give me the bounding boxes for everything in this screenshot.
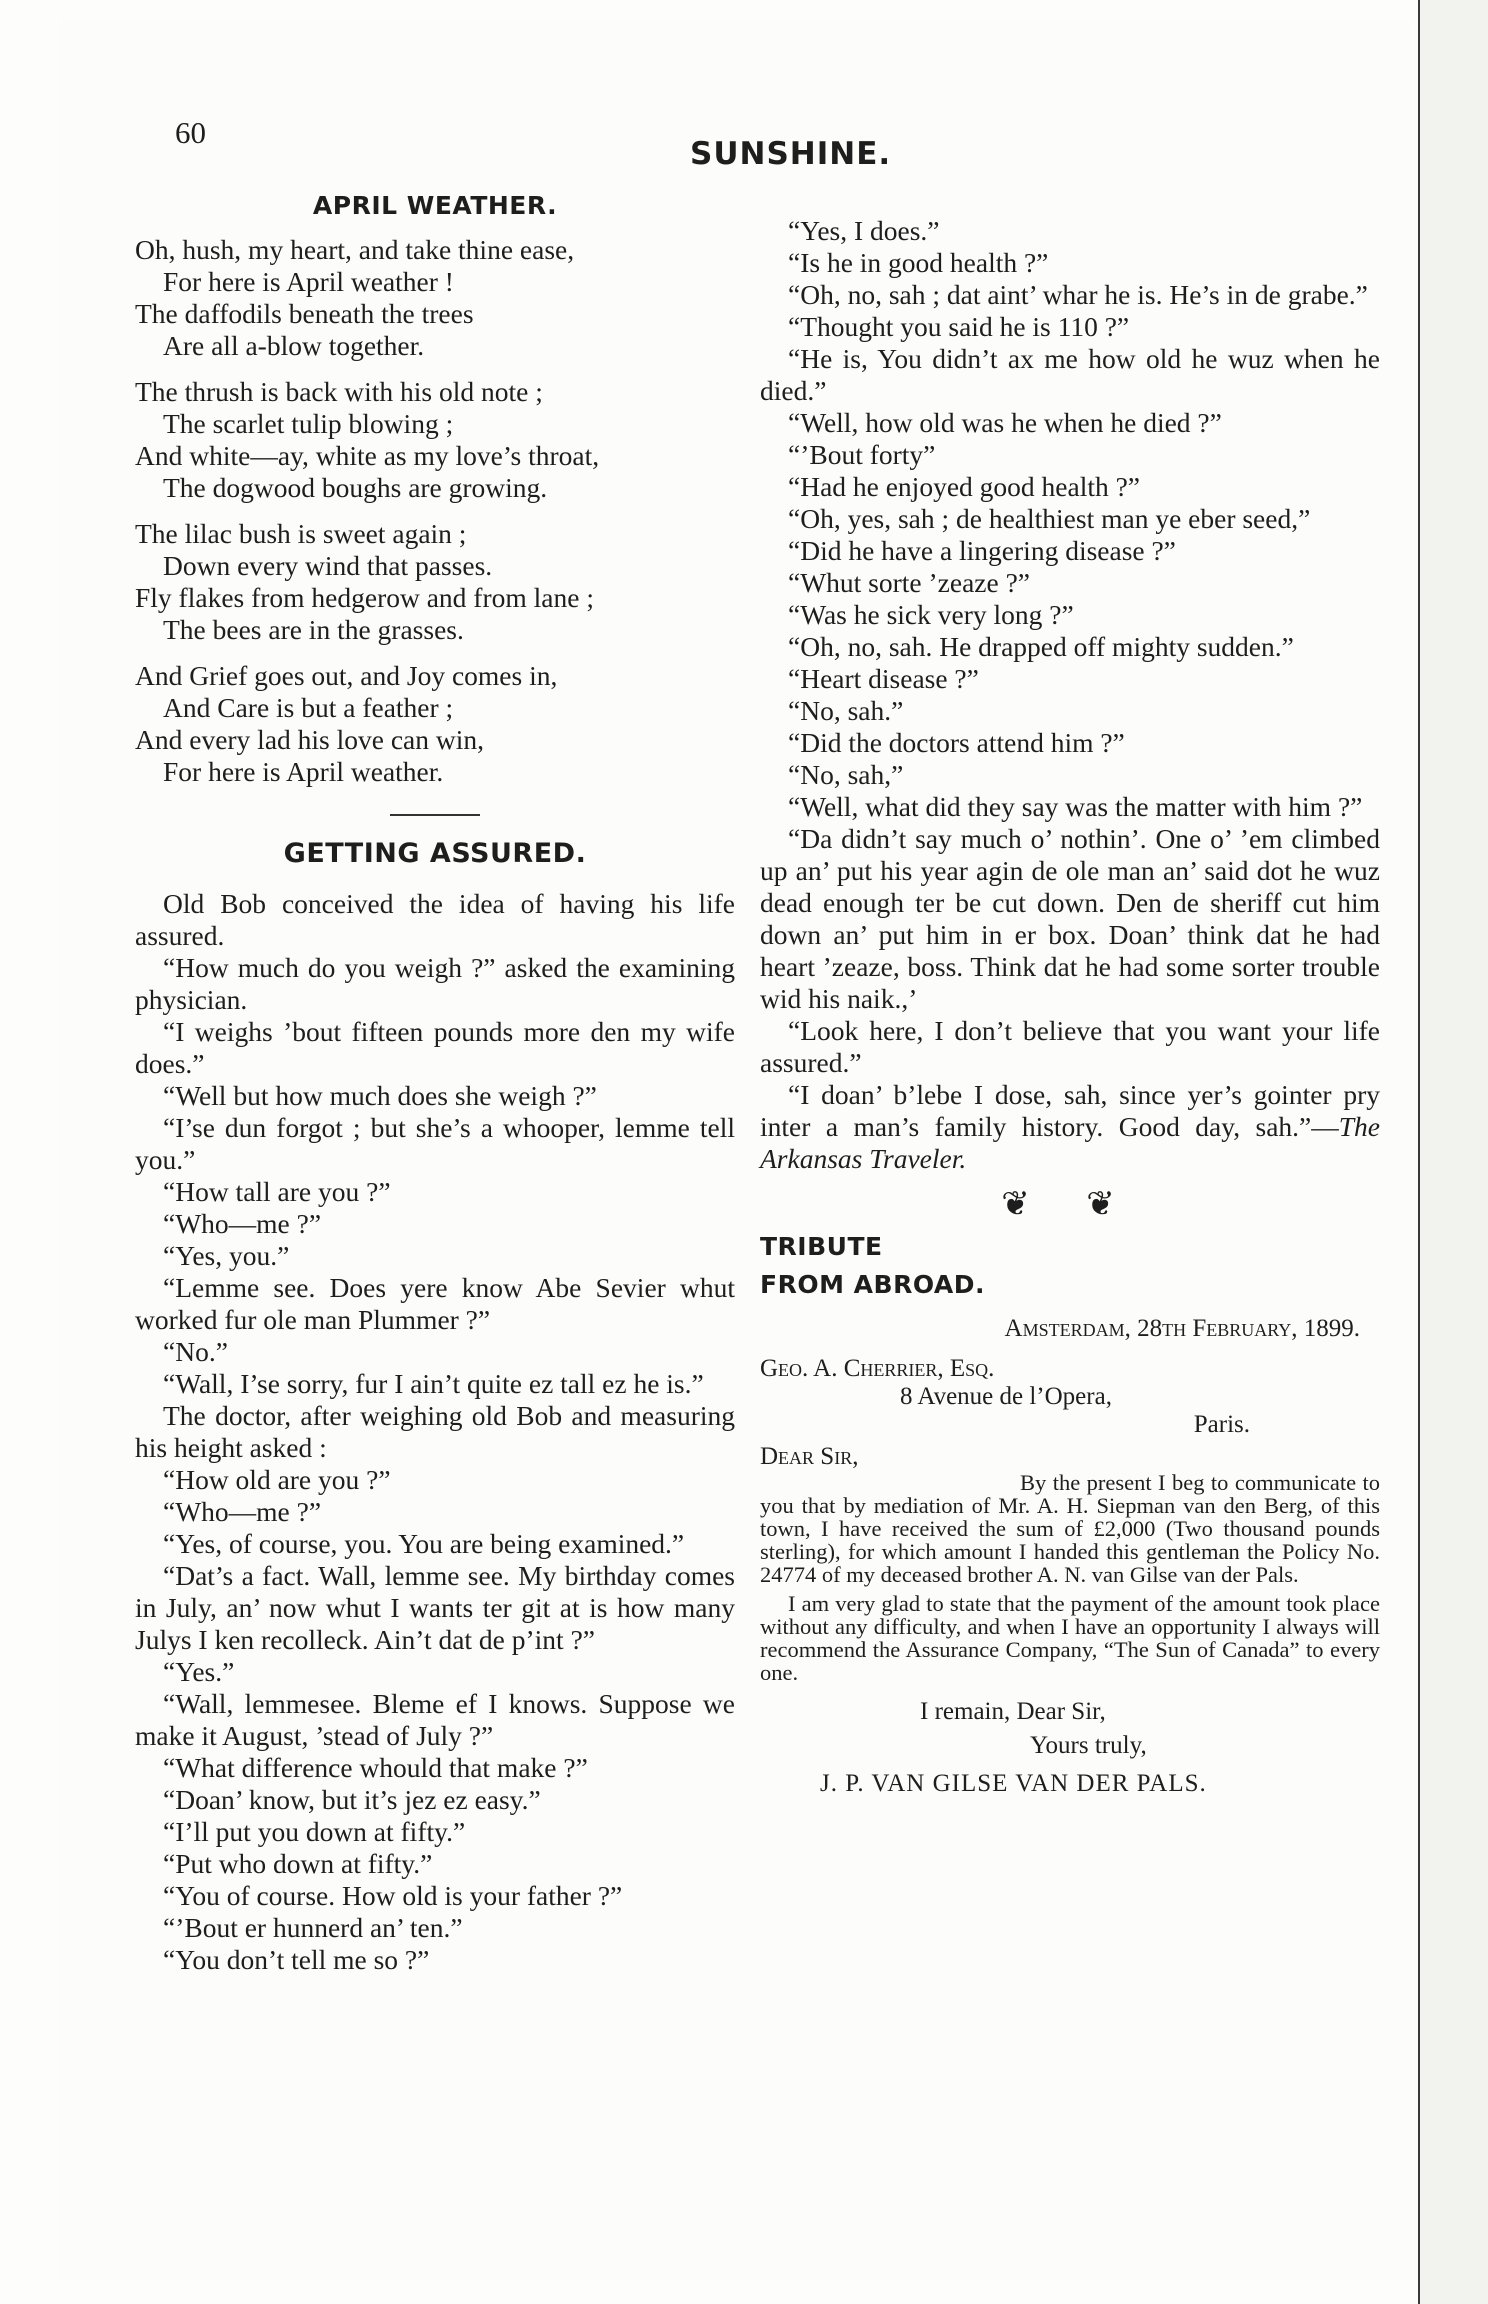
section-divider xyxy=(390,814,480,816)
facing-page-edge xyxy=(1418,0,1488,2304)
story-paragraph: “He is, You didn’t ax me how old he wuz when he died.” xyxy=(760,343,1380,406)
story-paragraph: “No, sah.” xyxy=(788,695,904,726)
story-paragraph: “How old are you ?” xyxy=(163,1464,391,1495)
story-paragraph: Old Bob conceived the idea of having his life assured. xyxy=(135,888,735,951)
story-paragraph: “How tall are you ?” xyxy=(163,1176,391,1207)
story-paragraph: “Well, what did they say was the matter with him ?” xyxy=(788,791,1363,822)
poem-stanza xyxy=(135,376,735,504)
story-paragraph: “You don’t tell me so ?” xyxy=(163,1944,430,1975)
story-paragraph: “’Bout forty” xyxy=(788,439,936,470)
story-paragraph: “Look here, I don’t believe that you want your life assured.” xyxy=(760,1015,1380,1078)
story-paragraph: “’Bout er hunnerd an’ ten.” xyxy=(163,1912,463,1943)
story-paragraph: “Had he enjoyed good health ?” xyxy=(788,471,1141,502)
poem-line: The thrush is back with his old note ; xyxy=(135,376,543,407)
poem xyxy=(135,234,735,788)
poem-line: For here is April weather ! xyxy=(163,266,454,297)
poem-line: The scarlet tulip blowing ; xyxy=(163,408,454,439)
story-paragraph: “You of course. How old is your father ?” xyxy=(163,1880,623,1911)
poem-stanza xyxy=(135,234,735,362)
story-paragraph: “Yes, I does.” xyxy=(788,215,940,246)
letter-closing-yours: Yours truly, xyxy=(1030,1732,1147,1759)
story-paragraph: “Well, how old was he when he died ?” xyxy=(788,407,1222,438)
tribute-title-line1: TRIBUTE xyxy=(760,1232,883,1261)
story-title: GETTING ASSURED. xyxy=(283,838,587,869)
poem-line: Fly flakes from hedgerow and from lane ; xyxy=(135,582,594,613)
story-paragraph: “Was he sick very long ?” xyxy=(788,599,1074,630)
poem-title: APRIL WEATHER. xyxy=(312,191,558,220)
left-column xyxy=(135,190,735,1976)
poem-line: Down every wind that passes. xyxy=(163,550,493,581)
poem-line: The bees are in the grasses. xyxy=(163,614,464,645)
letter-dateline: Amsterdam, 28th February, 1899. xyxy=(1004,1315,1360,1342)
letter-signature: J. P. VAN GILSE VAN DER PALS. xyxy=(820,1770,1207,1797)
poem-line: The daffodils beneath the trees xyxy=(135,298,474,329)
letter-addressee: Geo. A. Cherrier, Esq. xyxy=(760,1355,995,1382)
story-paragraph: “Yes, of course, you. You are being examined.” xyxy=(163,1528,685,1559)
story-paragraph: “I’se dun forgot ; but she’s a whooper, lemme tell you.” xyxy=(135,1112,735,1175)
poem-stanza xyxy=(135,660,735,788)
letter-paragraph-2: I am very glad to state that the payment of the amount took place without any difficulty, and when I have an opportunity I always will recommend the Assurance Company, “The Sun of Canada” to every one. xyxy=(760,1591,1380,1685)
story-paragraph: “Well but how much does she weigh ?” xyxy=(163,1080,597,1111)
story-paragraph: “What difference whould that make ?” xyxy=(163,1752,588,1783)
story-paragraph: “Da didn’t say much o’ nothin’. One o’ ’em climbed up an’ put his year agin de ole man an’ said dot he wuz dead enough ter be cut down. Den de sheriff cut him down an’ put him in er box. Doan’ think dat he had heart ’zeaze, boss. Think dat he had some sorter trouble wid his naik.,’ xyxy=(760,823,1380,1014)
letter-body xyxy=(760,1471,1380,1684)
story-paragraph: “Oh, no, sah ; dat aint’ whar he is. He’s in de grabe.” xyxy=(788,279,1368,310)
story-paragraph: “Who—me ?” xyxy=(163,1208,322,1239)
letter-closing: I remain, Dear Sir, xyxy=(920,1698,1106,1725)
poem-line: Are all a-blow together. xyxy=(163,330,425,361)
story-paragraph: “Doan’ know, but it’s jez ez easy.” xyxy=(163,1784,541,1815)
story-paragraph: “How much do you weigh ?” asked the examining physician. xyxy=(135,952,735,1015)
fleuron-ornament: ❦ ❦ xyxy=(1001,1186,1139,1223)
letter-salutation: Dear Sir, xyxy=(760,1443,859,1470)
story-paragraph: “Did the doctors attend him ?” xyxy=(788,727,1125,758)
poem-line: And Grief goes out, and Joy comes in, xyxy=(135,660,558,691)
poem-line: And every lad his love can win, xyxy=(135,724,485,755)
story-paragraph: “Oh, no, sah. He drapped off mighty sudden.” xyxy=(788,631,1294,662)
story-paragraph: “No, sah,” xyxy=(788,759,904,790)
story-paragraph: “Oh, yes, sah ; de healthiest man ye eber seed,” xyxy=(788,503,1311,534)
poem-line: Oh, hush, my heart, and take thine ease, xyxy=(135,234,575,265)
running-title: SUNSHINE. xyxy=(690,136,892,172)
story-paragraph: “Lemme see. Does yere know Abe Sevier whut worked fur ole man Plummer ?” xyxy=(135,1272,735,1335)
story-paragraph: “Put who down at fifty.” xyxy=(163,1848,433,1879)
poem-line: And white—ay, white as my love’s throat, xyxy=(135,440,600,471)
story-paragraph: “Dat’s a fact. Wall, lemme see. My birthday comes in July, an’ now whut I wants ter git at is how many Julys I ken recolleck. Ain’t dat de p’int ?” xyxy=(135,1560,735,1655)
poem-line: And Care is but a feather ; xyxy=(163,692,454,723)
letter-address-street: 8 Avenue de l’Opera, xyxy=(900,1383,1112,1410)
tribute-letter xyxy=(760,1315,1380,1798)
story-last-paragraph: “I doan’ b’lebe I dose, sah, since yer’s gointer pry inter a man’s family history. Good day, sah.”—The Arkansas Traveler. xyxy=(760,1079,1380,1174)
right-column xyxy=(760,215,1380,1798)
poem-stanza xyxy=(135,518,735,646)
poem-line: The dogwood boughs are growing. xyxy=(163,472,548,503)
poem-line: The lilac bush is sweet again ; xyxy=(135,518,467,549)
story-paragraph: “Heart disease ?” xyxy=(788,663,979,694)
story-paragraph: “Wall, lemmesee. Bleme ef I knows. Suppose we make it August, ’stead of July ?” xyxy=(135,1688,735,1751)
story-paragraph: “No.” xyxy=(163,1336,228,1367)
letter-address-city: Paris. xyxy=(1193,1411,1250,1438)
story-paragraph: “Wall, I’se sorry, fur I ain’t quite ez tall ez he is.” xyxy=(163,1368,704,1399)
story-paragraph: “Thought you said he is 110 ?” xyxy=(788,311,1130,342)
story-paragraph: “Yes, you.” xyxy=(163,1240,290,1271)
letter-paragraph-1: By the present I beg to communicate to you that by mediation of Mr. A. H. Siepman van den Berg, of this town, I have received the sum of £2,000 (Two thousand pounds sterling), for which amount I handed this gentleman the Policy No. 24774 of my deceased brother A. N. van Gilse van der Pals. xyxy=(760,1470,1380,1587)
story-paragraph: “I’ll put you down at fifty.” xyxy=(163,1816,466,1847)
story-paragraph: “Who—me ?” xyxy=(163,1496,322,1527)
story-paragraph: “I weighs ’bout fifteen pounds more den my wife does.” xyxy=(135,1016,735,1079)
story-paragraph: “Yes.” xyxy=(163,1656,235,1687)
poem-line: For here is April weather. xyxy=(163,756,444,787)
tribute-title-line2: FROM ABROAD. xyxy=(760,1270,985,1299)
story-paragraph: “Whut sorte ’zeaze ?” xyxy=(788,567,1030,598)
story-left-column xyxy=(135,888,735,1976)
story-paragraph: “Is he in good health ?” xyxy=(788,247,1049,278)
page-number: 60 xyxy=(175,115,206,150)
story-source: The Arkansas Traveler. xyxy=(760,1111,1380,1174)
story-right-column xyxy=(760,215,1380,1079)
story-paragraph: The doctor, after weighing old Bob and measuring his height asked : xyxy=(135,1400,735,1463)
story-paragraph: “Did he have a lingering disease ?” xyxy=(788,535,1176,566)
